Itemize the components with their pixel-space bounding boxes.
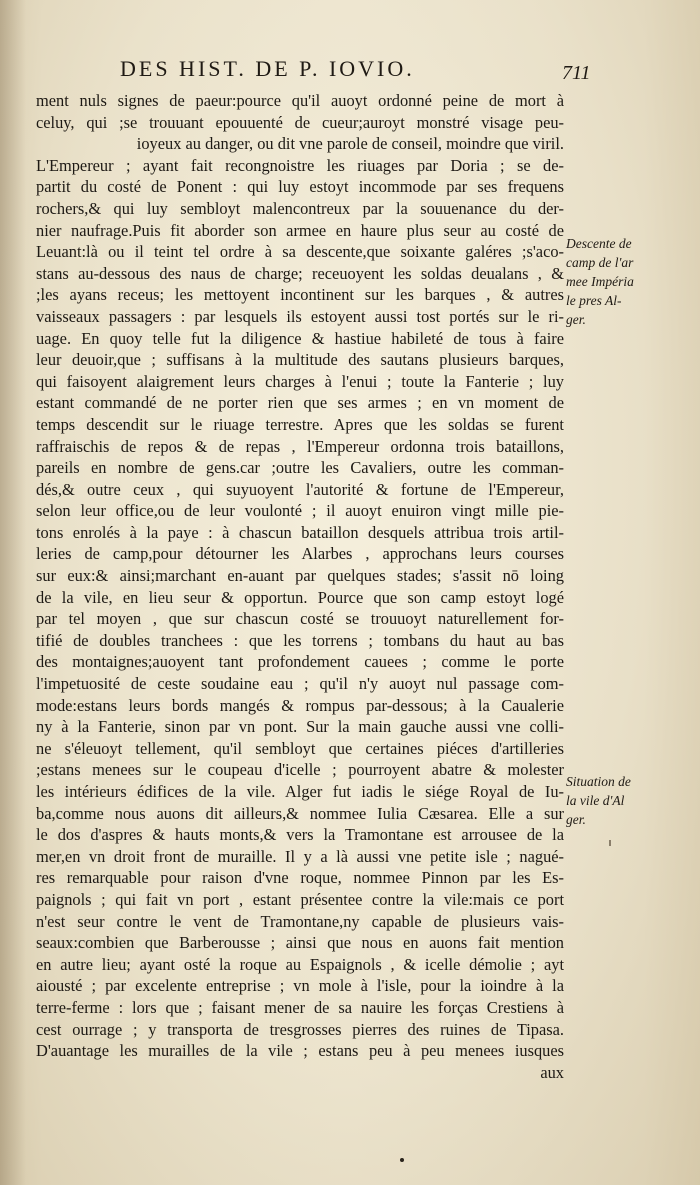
text-line: paignols ; qui fait vn port , estant présentee contre la vile:mais ce port [36, 889, 564, 909]
text-line: celuy, qui ;se trouuant epouuenté de cueur;auroyt monstré visage peu- [36, 112, 564, 132]
text-line: D'auantage les murailles de la vile ; estans peu à peu menees iusques [36, 1041, 564, 1061]
body-text [36, 90, 564, 1083]
text-line: seaux:combien que Barberousse ; ainsi que nous en auons fait mention [36, 933, 564, 953]
text-line: mode:estans leurs bords mangés & rompus par-dessous; à la Caualerie [36, 695, 564, 715]
margin-note-line: Situation de [566, 774, 631, 789]
margin-note-line: Descente de [566, 236, 632, 251]
text-line: vaisseaux passagers : par lesquels ils estoyent aussi tost portés sur le ri- [36, 306, 564, 326]
margin-note-line: mee Impéria [566, 274, 634, 289]
text-line: temps descendit sur le riuage terrestre. Apres que les soldas se furent [36, 414, 564, 434]
margin-note-line: la vile d'Al [566, 793, 625, 808]
text-line: cest ourrage ; y transporta de tresgrosses pierres des ruines de Tipasa. [36, 1019, 564, 1039]
running-title: DES HIST. DE P. IOVIO. [120, 56, 415, 81]
text-line: tons enrolés à la paye : à chascun bataillon desquels attribua trois artil- [36, 522, 564, 542]
text-line: par tel moyen , que sur chascun costé se trouuoyt naturellement for- [36, 609, 564, 629]
text-line: ne s'éleuoyt tellement, qu'il sembloyt que certaines piéces d'artilleries [36, 738, 564, 758]
text-line: raffraischis de repos & de repas , l'Empereur ordonna trois bataillons, [36, 436, 564, 456]
margin-note-line: le pres Al- [566, 293, 622, 308]
text-line: les intérieurs édifices de la vile. Alger fut iadis le siége Royal de Iu- [36, 782, 564, 801]
text-line: qui faisoyent alaigrement leurs charges à l'enui ; toute la Fanterie ; luy [36, 371, 564, 391]
margin-mark [609, 840, 611, 846]
text-line: mer,en vn droit front de muraille. Il y a là aussi vne petite isle ; nagué- [36, 846, 564, 866]
text-line: rochers,& qui luy sembloyt malencontreux par la souuenance du der- [36, 198, 564, 218]
text-line: uage. En quoy telle fut la diligence & hastiue habileté de tous à faire [36, 328, 564, 348]
footer-dot [400, 1158, 404, 1162]
text-line: des montaignes;auoyent tant profondement cauees ; comme le porte [36, 652, 564, 672]
gutter-shadow [0, 0, 26, 1185]
text-line: tifié de doubles tranchees : que les torrens ; tombans du haut au bas [36, 630, 564, 650]
margin-note-descente [566, 234, 696, 329]
text-line: ;les ayans receus; les mettoyent incontinent sur les barques , & autres [36, 285, 564, 305]
text-line: partit du costé de Ponent : qui luy estoyt incommode par ses frequens [36, 177, 564, 197]
text-line: ba,comme nous auons dit ailleurs,& nommee Iulia Cæsarea. Elle a sur [36, 803, 564, 823]
text-line: ioyeux au danger, ou dit vne parole de conseil, moindre que viril. [136, 134, 564, 154]
text-line: res remarquable pour raison d'vne roque, nommee Pinnon par les Es- [36, 868, 564, 888]
text-line: L'Empereur ; ayant fait recongnoistre les riuages par Doria ; se de- [36, 155, 564, 175]
text-line: le dos d'aspres & hauts monts,& vers la Tramontane est arrousee de la [36, 825, 564, 845]
text-line: dés,& outre ceux , qui suyuoyent l'autorité & fortune de l'Empereur, [36, 479, 564, 499]
text-line: sur eux:& ainsi;marchant en-auant par quelques stades; s'assit nō loing [36, 566, 564, 586]
margin-note-line: ger. [566, 812, 586, 827]
text-line: terre-ferme : lors que ; faisant mener de sa nauire les forças Crestiens à [36, 997, 564, 1017]
text-line: leries de camp,pour détourner les Alarbes , approchans leurs courses [36, 544, 564, 564]
margin-note-line: camp de l'ar [566, 255, 634, 270]
text-line: n'est seur contre le vent de Tramontane,ny capable de plusieurs vais- [36, 911, 564, 931]
text-line: aiousté ; par excelente entreprise ; vn mole à l'isle, pour la ioindre à la [36, 976, 564, 996]
text-line: nier naufrage.Puis fit aborder son armee en haure plus seur au costé de [36, 220, 564, 240]
catchword: aux [540, 1062, 564, 1082]
text-line: de la vile, en lieu seur & opportun. Pource que son camp estoyt logé [36, 587, 564, 607]
text-line: pareils en nombre de gens.car ;outre les Cavaliers, outre les comman- [36, 458, 564, 478]
text-line: ny à la Fanterie, sinon par vn pont. Sur la main gauche aussi vne colli- [36, 717, 564, 737]
text-line: selon leur office,ou de leur voulonté ; il auoyt enuiron vingt mille pie- [36, 501, 564, 521]
text-line: stans au-dessous des naus de charge; receuoyent les soldas deualans , & [36, 263, 564, 283]
text-line: ;estans menees sur le coupeau d'icelle ; pourroyent abatre & molester [36, 760, 564, 780]
page-number: 711 [562, 62, 591, 84]
text-line: l'impetuosité de ceste soudaine eau ; qu'il n'y auoyt nul passage com- [36, 674, 564, 694]
text-line: estant commandé de ne porter rien que ses armes ; en vn moment de [36, 393, 564, 413]
text-line: en autre lieu; ayant osté la roque au Espaignols , & icelle démolie ; ayt [36, 954, 564, 974]
margin-note-situation [566, 772, 696, 829]
text-line: Leuant:là ou il teint tel ordre à sa descente,que soixante galéres ;s'aco- [36, 242, 564, 262]
text-line: leur deuoir,que ; suffisans à la multitude des sautans plusieurs barques, [36, 350, 564, 370]
margin-note-line: ger. [566, 312, 586, 327]
text-line: ment nuls signes de paeur:pource qu'il auoyt ordonné peine de mort à [36, 91, 564, 110]
